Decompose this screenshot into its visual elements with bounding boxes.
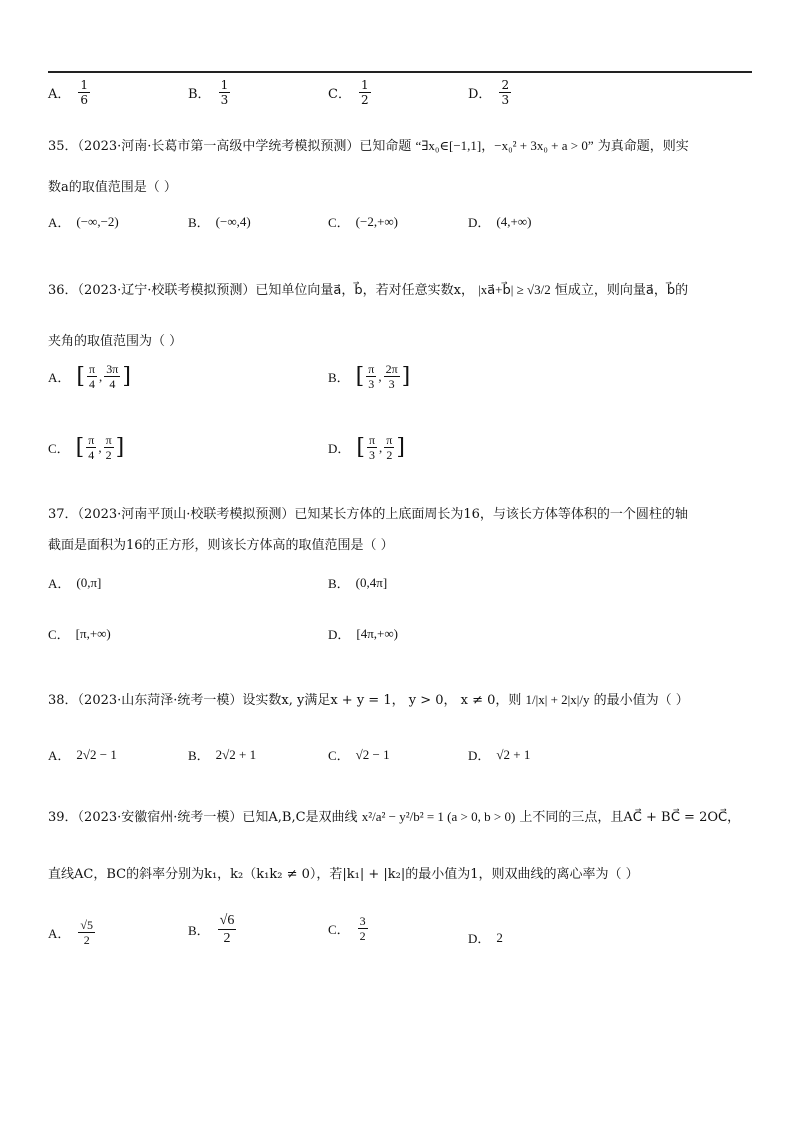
- q38-option-d: D． √2 + 1: [468, 746, 531, 763]
- q35-stem-line1: 35．（2023·河南·长葛市第一高级中学统考模拟预测）已知命题 “∃x₀∈[−1,1]，−x₀² + 3x₀ + a > 0” 为真命题，则实: [48, 138, 689, 154]
- q36-option-c: C． [ $\frac{\pi}{4}$ , $\frac{\pi}{2}$ ]: [48, 433, 125, 462]
- q36-stem-line2: 夹角的取值范围为（ ）: [48, 334, 183, 349]
- q35-option-d: D． (4,+∞): [468, 213, 532, 230]
- q34-option-a: A． $\frac{1}{6}$: [48, 78, 89, 107]
- q39-hyperbola: x²/a² − y²/b² = 1 (a > 0, b > 0): [361, 809, 516, 824]
- header-rule: [48, 71, 752, 73]
- q37-option-d: D． [4π,+∞): [328, 625, 398, 642]
- q35-option-b: B． (−∞,4): [188, 213, 251, 230]
- q35-option-c: C． (−2,+∞): [328, 213, 399, 230]
- q35-option-a: A． (−∞,−2): [48, 213, 119, 230]
- q37-stem-line1: 37．（2023·河南平顶山·校联考模拟预测）已知某长方体的上底面周长为16，与该长方体等体积的一个圆柱的轴: [48, 507, 688, 522]
- q34-option-d: D． $\frac{2}{3}$: [468, 78, 510, 107]
- q37-option-b: B． (0,4π]: [328, 574, 388, 591]
- q39-option-b: B． $\frac{√6}{2}$: [188, 913, 235, 946]
- q37-stem-line2: 截面是面积为16的正方形，则该长方体高的取值范围是（ ）: [48, 538, 394, 553]
- q36-stem-line1: 36．（2023·辽宁·校联考模拟预测）已知单位向量a⃗，b⃗，若对任意实数x， |xa⃗+b⃗| ≥ √3/2 恒成立，则向量a⃗，b⃗的: [48, 282, 689, 298]
- q34-option-b: B． $\frac{1}{3}$: [188, 78, 229, 107]
- q39-option-c: C． $\frac{3}{2}$: [328, 914, 366, 943]
- q37-option-c: C． [π,+∞): [48, 625, 111, 642]
- q39-stem-line2: 直线AC，BC的斜率分别为k₁，k₂（k₁k₂ ≠ 0），若|k₁| + |k₂|的最小值为1，则双曲线的离心率为（ ）: [48, 867, 639, 882]
- q35-proposition: “∃x₀∈[−1,1]，−x₀² + 3x₀ + a > 0”: [415, 138, 594, 153]
- q39-option-d: D． 2: [468, 929, 503, 946]
- q38-option-b: B． 2√2 + 1: [188, 746, 257, 763]
- q38-stem: 38．（2023·山东菏泽·统考一模）设实数x, y满足x + y = 1， y > 0， x ≠ 0，则 1/|x| + 2|x|/y 的最小值为（ ）: [48, 692, 689, 708]
- q39-option-a: A． $\frac{√5}{2}$: [48, 918, 93, 947]
- q38-option-c: C． √2 − 1: [328, 746, 390, 763]
- q34-option-c: C． $\frac{1}{2}$: [328, 78, 369, 107]
- q36-option-b: B． [ $\frac{\pi}{3}$ , $\frac{2\pi}{3}$ ]: [328, 362, 411, 391]
- q36-condition: |xa⃗+b⃗| ≥ √3/2: [478, 282, 551, 297]
- q38-option-a: A． 2√2 − 1: [48, 746, 117, 763]
- q39-stem-line1: 39．（2023·安徽宿州·统考一模）已知A,B,C是双曲线 x²/a² − y²/b² = 1 (a > 0, b > 0) 上不同的三点，且AC⃗ + BC⃗ = 2OC⃗，: [48, 809, 741, 825]
- q38-expression: 1/|x| + 2|x|/y: [525, 692, 590, 707]
- q35-stem-line2: 数a的取值范围是（ ）: [48, 180, 177, 195]
- q36-option-a: A． [ $\frac{\pi}{4}$ , $\frac{3\pi}{4}$ ]: [48, 362, 131, 391]
- q36-option-d: D． [ $\frac{\pi}{3}$ , $\frac{\pi}{2}$ ]: [328, 433, 405, 462]
- q37-option-a: A． (0,π]: [48, 574, 102, 591]
